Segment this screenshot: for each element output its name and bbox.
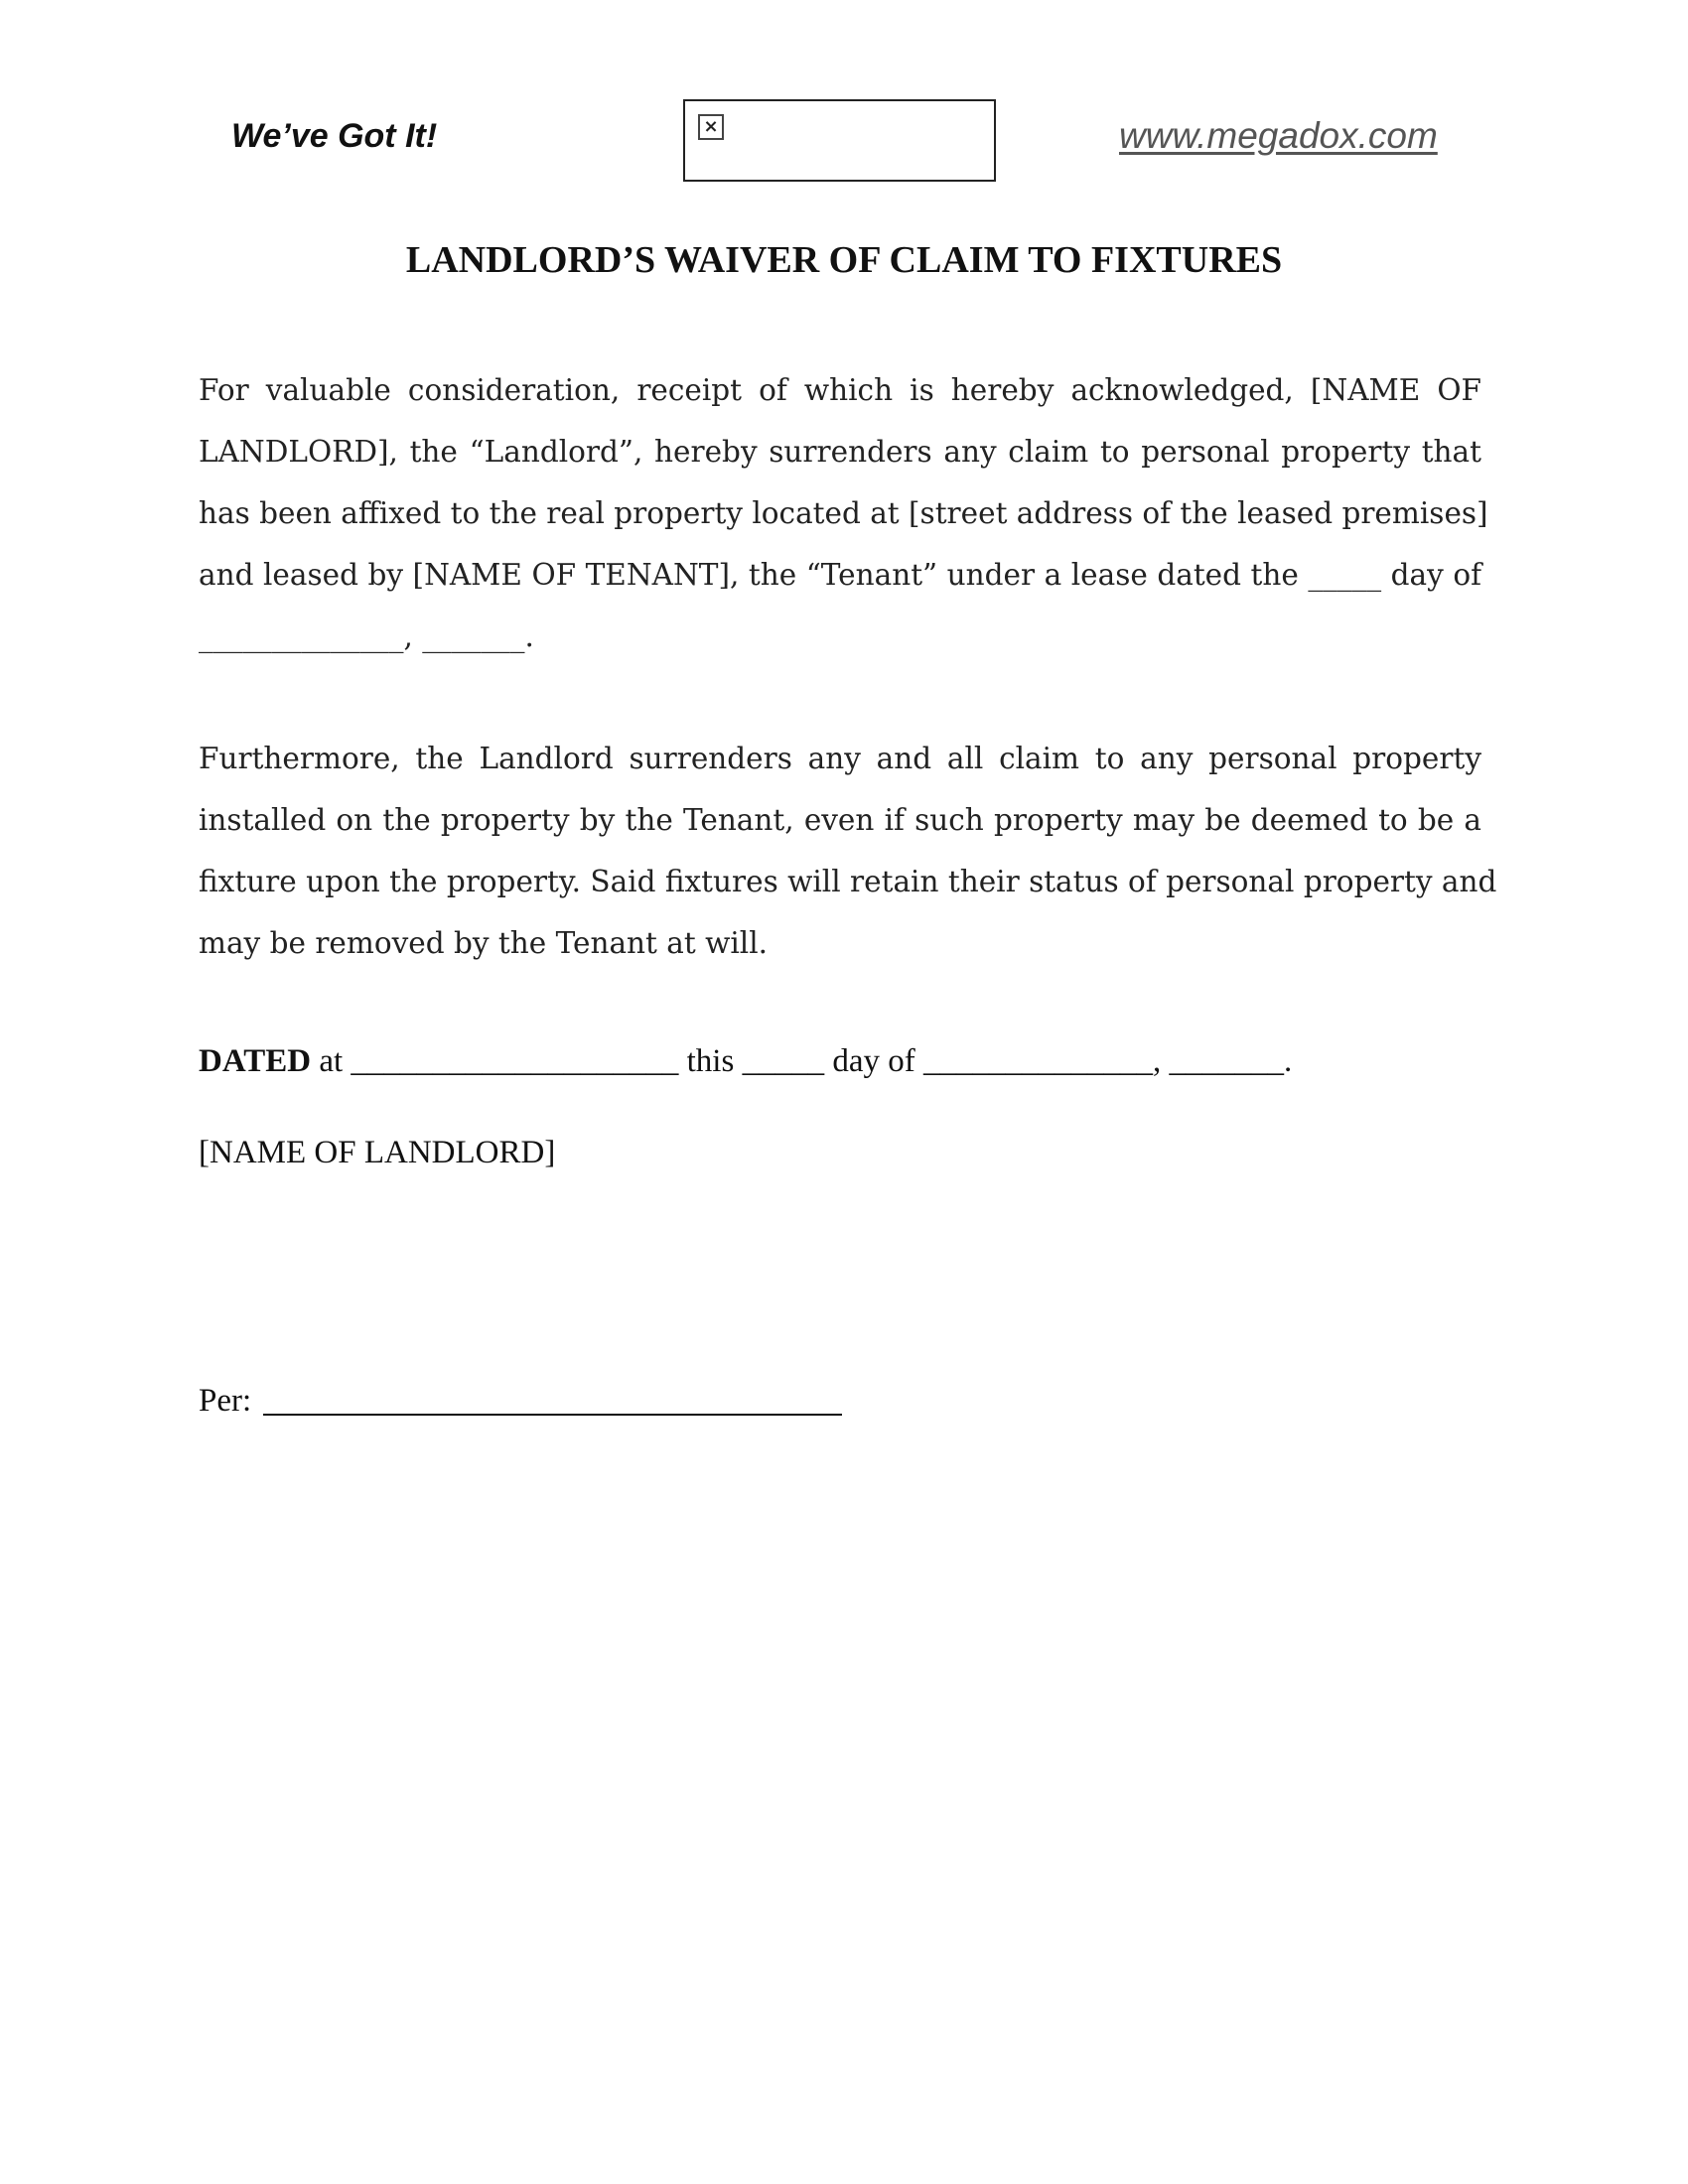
- paragraph-line: fixture upon the property. Said fixtures will retain their status of personal property and: [199, 865, 1497, 898]
- paragraph-furthermore: [199, 728, 1497, 974]
- paragraph-line: Furthermore, the Landlord surrenders any and all claim to any personal property: [199, 742, 1481, 775]
- signature-line: [263, 1414, 842, 1416]
- paragraph-line: ______________, _______.: [199, 619, 534, 653]
- logo-placeholder: [683, 99, 996, 182]
- header-tagline: We’ve Got It!: [231, 117, 438, 155]
- broken-image-icon: ×: [698, 114, 724, 140]
- paragraph-line: may be removed by the Tenant at will.: [199, 926, 769, 960]
- paragraph-line: has been affixed to the real property located at [street address of the leased premises]: [199, 496, 1488, 530]
- dated-line: [199, 1043, 1292, 1080]
- paragraph-line: For valuable consideration, receipt of which is hereby acknowledged, [NAME OF: [199, 373, 1481, 407]
- dated-blanks: at ____________________ this _____ day of ______________, _______.: [311, 1043, 1293, 1079]
- landlord-name-placeholder: [NAME OF LANDLORD]: [199, 1135, 556, 1170]
- paragraph-line: LANDLORD], the “Landlord”, hereby surrenders any claim to personal property that: [199, 435, 1481, 469]
- document-title: LANDLORD’S WAIVER OF CLAIM TO FIXTURES: [405, 239, 1283, 281]
- dated-label: DATED: [199, 1043, 312, 1079]
- paragraph-line: installed on the property by the Tenant, even if such property may be deemed to be a: [199, 803, 1481, 837]
- paragraph-line: and leased by [NAME OF TENANT], the “Tenant” under a lease dated the _____ day of: [199, 558, 1481, 592]
- per-label: Per:: [199, 1383, 252, 1419]
- paragraph-consideration: [199, 359, 1488, 667]
- website-link[interactable]: www.megadox.com: [1119, 115, 1438, 156]
